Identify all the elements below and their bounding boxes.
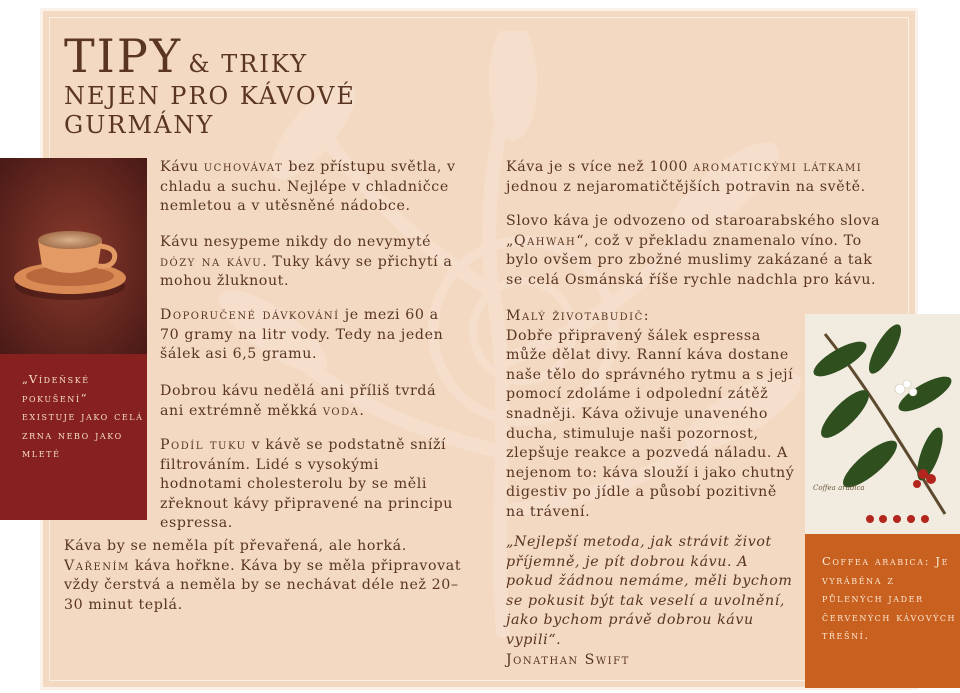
fact-aroma <box>506 158 891 197</box>
quote-author: Jonathan Swift <box>506 651 630 668</box>
tip-keyword: Doporučené dávkování <box>160 307 340 323</box>
tip-text: bez přístupu světla, v chladu a suchu. Nejlépe v chladničce nemletou a v utěsněné nádobce. <box>160 159 456 215</box>
side-quote-text: „Vídeňské pokušení“ existuje jako celá zrna nebo jako mleté <box>22 372 144 460</box>
tip-boiling <box>64 537 474 615</box>
coffee-plant-illustration <box>805 314 960 534</box>
page-title <box>64 29 356 140</box>
fact-text: Dobře připravený šálek espressa může dělat divy. Ranní káva dostane naše tělo do správného rytmu a s její pomocí zdoláme i odpolední zátěž snadněji. Káva oživuje unaveného ducha, stimuluje naši pozornost, zlepšuje reakce a pozvedá náladu. A nejenom to: káva slouží i jako chutný digestiv po jídle a působí pozitivně na trávení. <box>506 327 795 520</box>
coffee-cup-icon <box>0 158 147 354</box>
title-word: TIPY <box>64 29 183 83</box>
tip-storage <box>160 158 460 217</box>
tip-text: Kávu <box>160 159 204 175</box>
tip-text: v kávě se podstatně sníží filtrováním. Lidé s vysokými hodnotami cholesterolu by se měli zřeknout kávy připravené na principu espressa. <box>160 437 453 532</box>
tip-text: . Tuky kávy se přichytí a mohou žluknout. <box>160 253 453 290</box>
tip-keyword: uchovávat <box>203 159 284 175</box>
quote-text: „Nejlepší metoda, jak strávit život příjemně, je pít dobrou kávu. A pokud žádnou nemáme, měli bychom se pokusit být tak veselí a uvolnění, jako bychom právě dobrou kávu vypili“. <box>506 534 793 648</box>
tip-keyword: dózy na kávu <box>160 253 263 270</box>
tip-jar <box>160 233 460 292</box>
fact-pick-me-up <box>506 307 798 523</box>
coffee-cup-photo <box>0 158 147 354</box>
coffea-arabica-box <box>805 534 960 688</box>
fact-text: Káva je s více než 1000 <box>506 159 694 175</box>
fact-keyword: aromatickými látkami <box>693 159 863 175</box>
fact-heading: Malý životabudič: <box>506 308 651 324</box>
tip-keyword: voda <box>322 402 360 419</box>
tip-dosage <box>160 306 450 365</box>
tip-water <box>160 382 460 421</box>
tip-text: káva hořkne. Káva by se měla připravovat vždy čerstvá a neměla by se nechávat déle než 20–30 minut teplá. <box>64 557 462 613</box>
title-amp: & TRIKY <box>188 50 308 78</box>
tip-text: . <box>359 402 365 419</box>
title-line-1: NEJEN PRO KÁVOVÉ <box>64 82 356 111</box>
tip-text: je mezi 60 a 70 gramy na litr vody. Tedy na jeden šálek asi 6,5 gramu. <box>160 307 444 363</box>
tip-text: Káva by se neměla pít převařená, ale horká. <box>64 538 407 554</box>
fact-etymology <box>506 212 891 290</box>
fact-text: jednou z nejaromatičtějších potravin na světě. <box>506 178 866 195</box>
orange-caption-text: Coffea arabica: Je vyráběna z půlených jader červených kávových třešní. <box>822 554 957 642</box>
fact-text: Slovo káva je odvozeno od staroarabského slova „ <box>506 213 881 249</box>
title-line-2: GURMÁNY <box>64 111 215 140</box>
tip-text: Kávu nesypeme nikdy do nevymyté <box>160 234 432 250</box>
plant-caption: Coffea arabica <box>813 484 865 492</box>
fact-text: “, což v překladu znamenalo víno. To bylo ovšem pro zbožné muslimy zakázané a tak se celá Osmánská říše rychle nadchla pro kávu. <box>506 232 877 288</box>
swift-quote <box>506 533 798 670</box>
tip-keyword: Podíl tuku <box>160 437 247 453</box>
viennese-temptation-box <box>0 354 147 520</box>
tip-keyword: Vařením <box>64 557 130 574</box>
tip-text: Dobrou kávu nedělá ani příliš tvrdá ani extrémně měkká <box>160 383 437 419</box>
coffee-branch-icon <box>805 314 960 534</box>
tip-fat <box>160 436 460 534</box>
fact-keyword: Qahwah <box>513 232 577 249</box>
